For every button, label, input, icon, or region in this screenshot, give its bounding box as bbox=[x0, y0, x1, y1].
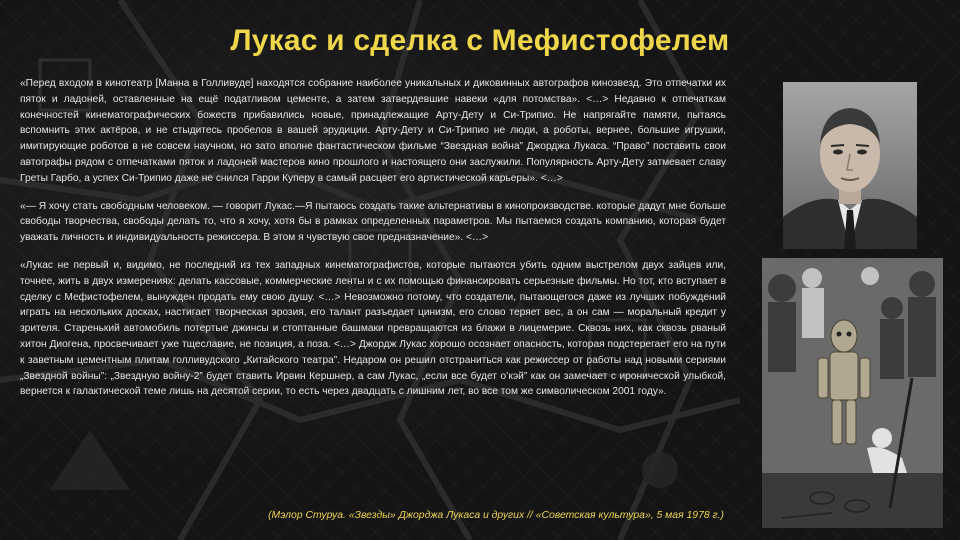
slide-title: Лукас и сделка с Мефистофелем bbox=[230, 24, 730, 57]
quote-body bbox=[20, 76, 726, 412]
crowd-illustration bbox=[762, 258, 943, 528]
quote-paragraph-2: «— Я хочу стать свободным человеком. — говорит Лукас.—Я пытаюсь создать такие альтернативы в кинопроизводстве. которые дадут мне больше свободы творчества, свободы делать то, что я хочу, хотя бы в рамках определенных параметров. Мы пытаемся создать компанию, которая будет уважать личность и индивидуальность режиссера. В этом я чувствую свое предназначение». <…> bbox=[20, 200, 726, 244]
portrait-photo bbox=[783, 82, 917, 249]
quote-paragraph-1: «Перед входом в кинотеатр [Манна в Голливуде] находятся собрание наиболее уникальных и диковинных автографов кинозвезд. Это отпечатки их пяток и ладоней, оставленные на ещё податливом цементе, а затем затвердевшие навеки «для потомства». <…> Недавно к отпечаткам конечностей кинематографических божеств прибавились новые, принадлежащие Арту-Дету и Си-Трипио. Не напрягайте памяти, пытаясь вспомнить этих актёров, и не стыдитесь пробелов в вашей эрудиции. Арту-Дету и Си-Трипио не люди, а роботы, вернее, большие игрушки, имитирующие роботов в не совсем научном, но зато вполне фантастическом фильме “Звездная война” Джорджа Лукаса. “Право” поставить свои автографы рядом с отпечатками пяток и ладоней мастеров кино прошлого и настоящего они заслужили. Популярность Арту-Дету затмевает славу Греты Гарбо, а успех Си-Трипио даже не снился Гарри Куперу в самый расцвет его артистической карьеры». <…> bbox=[20, 78, 726, 184]
quote-paragraph-3: «Лукас не первый и, видимо, не последний из тех западных кинематографистов, которые пытаются убить одним выстрелом двух зайцев или, точнее, жить в двух измерениях: делать кассовые, коммерческие ленты и с их помощью финансировать серьезные фильмы. Но тот, кто вступает в сделку с Мефистофелем, вынужден продать ему свою душу. <…> Невозможно потому, что создатели, пытающегося даже из лучших побуждений играть на нескольких досках, настигает творческая эрозия, его талант разъедает цинизм, его слово теряет вес, а он сам — моральный кредит у зрителя. Старенький автомобиль потертые джинсы и стоптанные башмаки превращаются из блажи в лицемерие. Сквозь них, как сквозь рваный хитон Диогена, просвечивает уже тщеславие, не позиция, а поза. <…> Джордж Лукас хорошо осознает опасность, которая подстерегает его на пути к заветным цементным плитам голливудского „Китайского театра”. Недаром он решил отстраниться как режиссер от работы над новыми сериями „Звездной войны”: „Звездную войну-2” будет ставить Ирвин Кершнер, а сам Лукас, „если все будет о’кэй” как он замечает с иронической улыбкой, вернется к галактической теме лишь на десятой серии, то есть через двадцать с лишним лет, во все том же символическом 2001 году». bbox=[20, 259, 726, 398]
portrait-illustration bbox=[783, 82, 917, 249]
citation: (Мэлор Стуруа. «Звезды» Джорджа Лукаса и других // «Советская культура», 5 мая 1978 г.) bbox=[268, 510, 724, 521]
robot-crowd-photo bbox=[762, 258, 943, 528]
